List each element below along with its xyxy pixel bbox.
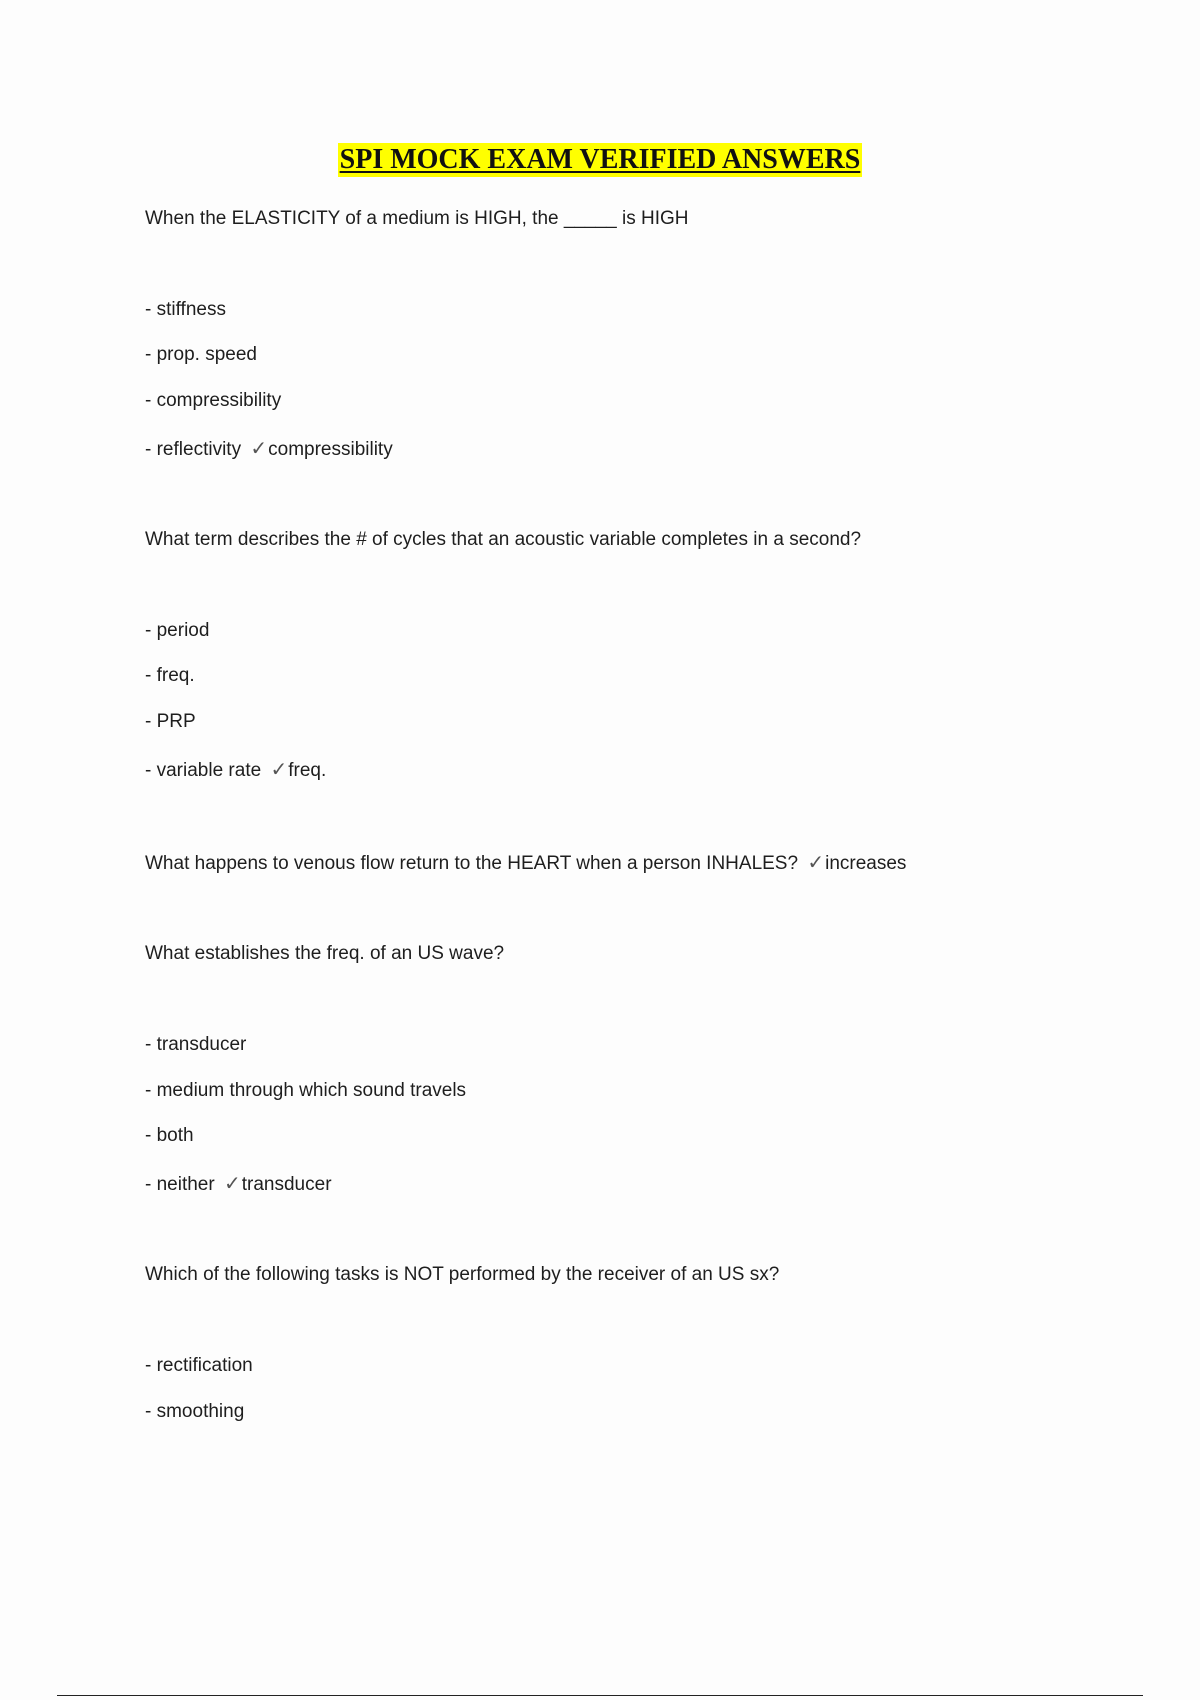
option-text: - period xyxy=(145,620,210,641)
option-text: - rectification xyxy=(145,1355,253,1376)
option-item xyxy=(145,1400,244,1424)
title-wrap xyxy=(0,143,1200,177)
option-item xyxy=(145,1354,253,1378)
option-item xyxy=(145,619,209,643)
option-item xyxy=(145,1033,246,1057)
option-item xyxy=(145,664,195,688)
option-item xyxy=(145,389,281,413)
option-text: - neither xyxy=(145,1174,215,1195)
option-text: - stiffness xyxy=(145,299,226,320)
question-text: What establishes the freq. of an US wave? xyxy=(145,943,505,964)
option-text: - both xyxy=(145,1125,194,1146)
question-1 xyxy=(145,207,688,231)
answer-text: freq. xyxy=(288,760,327,781)
option-item xyxy=(145,1124,194,1148)
option-text: - medium through which sound travels xyxy=(145,1080,467,1101)
option-text: - reflectivity xyxy=(145,439,242,460)
question-3 xyxy=(145,851,906,876)
option-text: - freq. xyxy=(145,665,195,686)
option-item xyxy=(145,437,393,462)
option-text: - prop. speed xyxy=(145,344,257,365)
check-mark-icon: ✓ xyxy=(807,852,825,874)
option-text: - variable rate xyxy=(145,760,262,781)
option-text: - smoothing xyxy=(145,1401,245,1422)
question-text: What term describes the # of cycles that an acoustic variable completes in a second? xyxy=(145,529,862,550)
option-item xyxy=(145,298,226,322)
question-2 xyxy=(145,528,861,552)
option-text: - compressibility xyxy=(145,390,282,411)
option-item xyxy=(145,1172,332,1197)
check-mark-icon: ✓ xyxy=(270,759,288,781)
answer-text: increases xyxy=(825,853,907,874)
option-item xyxy=(145,758,326,783)
question-text: Which of the following tasks is NOT performed by the receiver of an US sx? xyxy=(145,1264,780,1285)
question-4 xyxy=(145,942,504,966)
option-text: - transducer xyxy=(145,1034,247,1055)
question-5 xyxy=(145,1263,779,1287)
option-item xyxy=(145,1079,466,1103)
answer-text: compressibility xyxy=(268,439,393,460)
option-item xyxy=(145,710,196,734)
option-text: - PRP xyxy=(145,711,196,732)
check-mark-icon: ✓ xyxy=(223,1173,241,1195)
question-text: What happens to venous flow return to the HEART when a person INHALES? xyxy=(145,853,799,874)
check-mark-icon: ✓ xyxy=(250,438,268,460)
document-title: SPI MOCK EXAM VERIFIED ANSWERS xyxy=(339,144,861,175)
footer-divider xyxy=(57,1695,1143,1696)
answer-text: transducer xyxy=(241,1174,332,1195)
option-item xyxy=(145,343,257,367)
question-text: When the ELASTICITY of a medium is HIGH, the _____ is HIGH xyxy=(145,208,689,229)
